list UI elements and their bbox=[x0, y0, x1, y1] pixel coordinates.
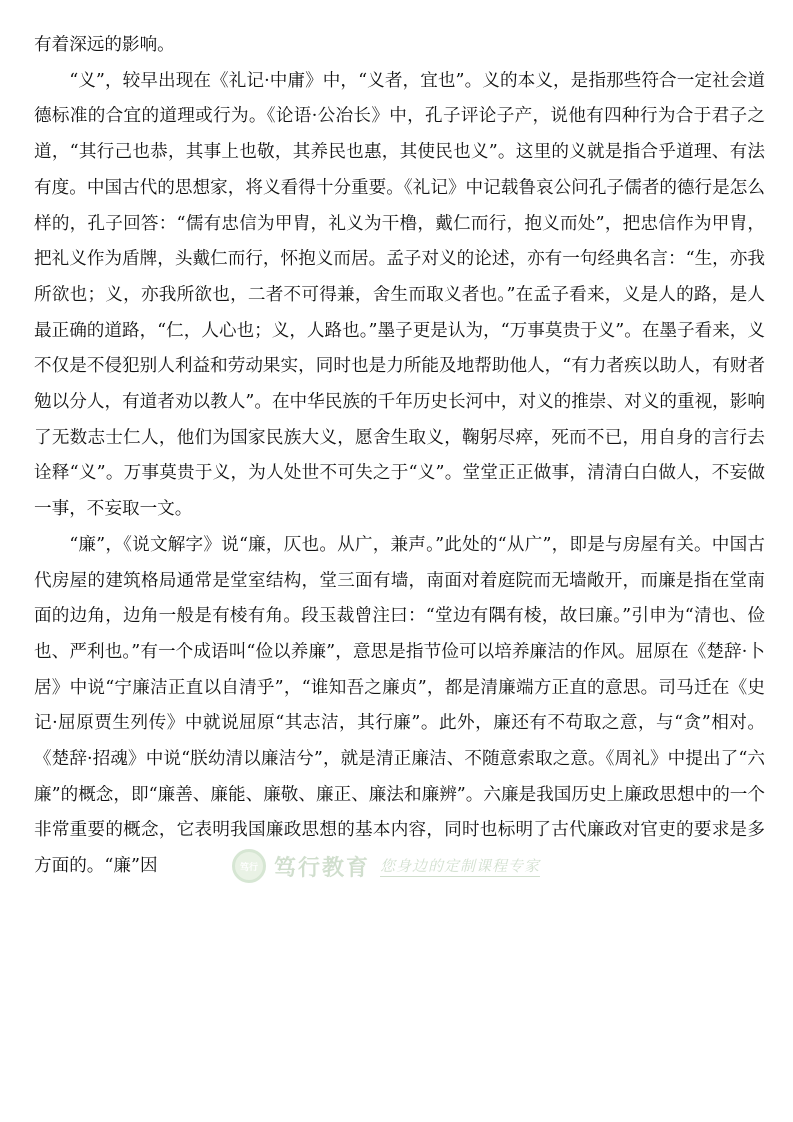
paragraph-yi: “义”，较早出现在《礼记·中庸》中，“义者，宜也”。义的本义，是指那些符合一定社会道德标准的合宜的道理或行为。《论语·公冶长》中，孔子评论子产，说他有四种行为合于君子之道，“其行己也恭，其事上也敬，其养民也惠，其使民也义”。这里的义就是指合乎道理、有法有度。中国古代的思想家，将义看得十分重要。《礼记》中记载鲁哀公问孔子儒者的德行是怎么样的，孔子回答：“儒有忠信为甲胄，礼义为干橹，戴仁而行，抱义而处”，把忠信作为甲胄，把礼义作为盾牌，头戴仁而行，怀抱义而居。孟子对义的论述，亦有一句经典名言：“生，亦我所欲也；义，亦我所欲也，二者不可得兼，舍生而取义者也。”在孟子看来，义是人的路，是人最正确的道路，“仁，人心也；义，人路也。”墨子更是认为，“万事莫贵于义”。在墨子看来，义不仅是不侵犯别人利益和劳动果实，同时也是力所能及地帮助他人，“有力者疾以助人，有财者勉以分人，有道者劝以教人”。在中华民族的千年历史长河中，对义的推崇、对义的重视，影响了无数志士仁人，他们为国家民族大义，愿舍生取义，鞠躬尽瘁，死而不已，用自身的言行去诠释“义”。万事莫贵于义，为人处世不可失之于“义”。堂堂正正做事，清清白白做人，不妄做一事，不妄取一文。 bbox=[34, 70, 765, 520]
watermark-slogan: 您身边的定制课程专家 bbox=[380, 857, 541, 875]
paragraph-intro-ending: 有着深远的影响。 bbox=[34, 35, 175, 55]
document-page bbox=[34, 28, 765, 885]
watermark-name: 笃行教育 bbox=[274, 854, 371, 881]
watermark-logo-text: 笃行 bbox=[239, 862, 258, 873]
paragraph-lian: “廉”，《说文解字》说“廉，仄也。从广，兼声。”此处的“从广”，即是与房屋有关。中国古代房屋的建筑格局通常是堂室结构，堂三面有墙，南面对着庭院而无墙敞开，而廉是指在堂南面的边角，边角一般是有棱有角。段玉裁曾注曰：“堂边有隅有棱，故曰廉。”引申为“清也、俭也、严利也。”有一个成语叫“俭以养廉”，意思是指节俭可以培养廉洁的作风。屈原在《楚辞·卜居》中说“宁廉洁正直以自清乎”，“谁知吾之廉贞”，都是清廉端方正直的意思。司马迁在《史记·屈原贾生列传》中就说屈原“其志洁，其行廉”。此外，廉还有不苟取之意，与“贪”相对。《楚辞·招魂》中说“朕幼清以廉洁兮”，就是清正廉洁、不随意索取之意。《周礼》中提出了“六廉”的概念，即“廉善、廉能、廉敬、廉正、廉法和廉辨”。六廉是我国历史上廉政思想中的一个非常重要的概念，它表明我国廉政思想的基本内容，同时也标明了古代廉政对官吏的要求是多方面的。“廉”因 bbox=[34, 534, 765, 877]
